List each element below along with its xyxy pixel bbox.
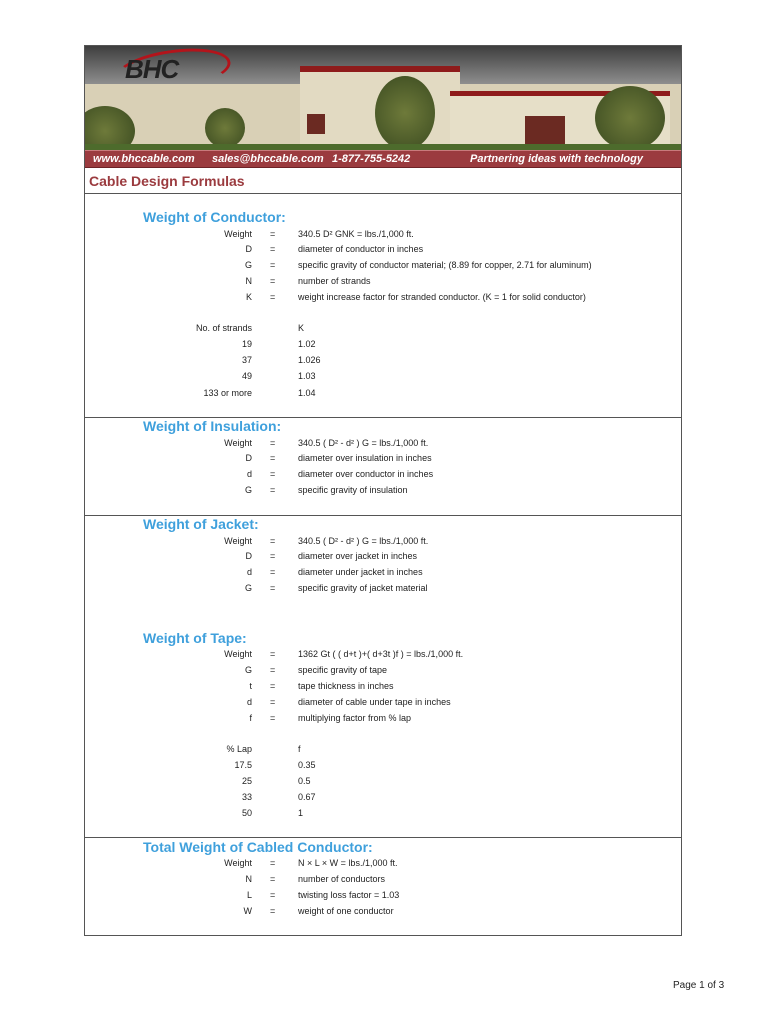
table-cell: 17.5: [234, 760, 252, 770]
variable-label: Weight: [224, 858, 252, 868]
contact-bar: [85, 150, 681, 168]
variable-label: G: [244, 583, 252, 593]
variable-definition: specific gravity of insulation: [298, 485, 408, 495]
table-cell: 0.67: [298, 792, 316, 802]
phone-number: 1-877-755-5242: [332, 153, 411, 165]
variable-label: Weight: [224, 438, 252, 448]
table-cell: 19: [241, 339, 252, 349]
variable-label: d: [246, 697, 252, 707]
page-title: Cable Design Formulas: [89, 173, 245, 189]
variable-label: D: [245, 551, 252, 561]
section-heading: Weight of Jacket:: [143, 516, 259, 532]
tagline: Partnering ideas with technology: [470, 153, 643, 165]
table-cell: 37: [241, 355, 252, 365]
variable-definition: diameter over insulation in inches: [298, 453, 432, 463]
variable-definition: weight increase factor for stranded conductor. (K = 1 for solid conductor): [298, 292, 586, 302]
variable-definition: specific gravity of conductor material; (8.89 for copper, 2.71 for aluminum): [298, 260, 592, 270]
variable-definition: 340.5 D² GNK = lbs./1,000 ft.: [298, 229, 414, 239]
variable-definition: weight of one conductor: [298, 906, 394, 916]
variable-label: d: [246, 469, 252, 479]
equals-sign: =: [270, 713, 276, 723]
variable-definition: diameter of cable under tape in inches: [298, 697, 451, 707]
variable-definition: diameter of conductor in inches: [298, 244, 424, 254]
equals-sign: =: [270, 292, 276, 302]
variable-label: t: [249, 681, 252, 691]
equals-sign: =: [270, 260, 276, 270]
bhc-logo: BHC: [125, 54, 179, 84]
table-header: % Lap: [226, 744, 252, 754]
table-cell: 1.03: [298, 371, 316, 381]
header-banner-image: [85, 46, 681, 150]
variable-label: G: [244, 485, 252, 495]
variable-label: G: [244, 260, 252, 270]
equals-sign: =: [270, 469, 276, 479]
table-cell: 33: [241, 792, 252, 802]
variable-label: f: [249, 713, 252, 723]
variable-definition: diameter over jacket in inches: [298, 551, 418, 561]
equals-sign: =: [270, 244, 276, 254]
variable-label: d: [246, 567, 252, 577]
variable-definition: N × L × W = lbs./1,000 ft.: [298, 858, 398, 868]
website-link[interactable]: www.bhccable.com: [93, 153, 195, 165]
table-cell: 25: [241, 776, 252, 786]
variable-label: D: [245, 453, 252, 463]
variable-definition: 340.5 ( D² - d² ) G = lbs./1,000 ft.: [298, 438, 429, 448]
table-cell: 0.5: [298, 776, 311, 786]
email-link[interactable]: sales@bhccable.com: [212, 153, 324, 165]
equals-sign: =: [270, 681, 276, 691]
table-cell: 1: [298, 808, 304, 818]
table-cell: 49: [241, 371, 252, 381]
variable-definition: number of strands: [298, 276, 371, 286]
variable-definition: number of conductors: [298, 874, 386, 884]
divider: [85, 193, 681, 194]
table-cell: 1.026: [298, 355, 321, 365]
divider: [85, 837, 681, 838]
variable-label: L: [246, 890, 252, 900]
variable-label: Weight: [224, 229, 252, 239]
equals-sign: =: [270, 906, 276, 916]
equals-sign: =: [270, 485, 276, 495]
variable-definition: specific gravity of tape: [298, 665, 388, 675]
equals-sign: =: [270, 858, 276, 868]
table-cell: 50: [241, 808, 252, 818]
variable-label: K: [245, 292, 252, 302]
equals-sign: =: [270, 665, 276, 675]
equals-sign: =: [270, 583, 276, 593]
table-header: K: [298, 323, 305, 333]
variable-label: G: [244, 665, 252, 675]
equals-sign: =: [270, 536, 276, 546]
equals-sign: =: [270, 649, 276, 659]
variable-definition: twisting loss factor = 1.03: [298, 890, 400, 900]
equals-sign: =: [270, 551, 276, 561]
variable-definition: tape thickness in inches: [298, 681, 394, 691]
variable-label: N: [245, 874, 252, 884]
variable-definition: multiplying factor from % lap: [298, 713, 412, 723]
variable-definition: specific gravity of jacket material: [298, 583, 428, 593]
variable-definition: diameter under jacket in inches: [298, 567, 423, 577]
section-heading: Weight of Tape:: [143, 630, 247, 646]
table-header: f: [298, 744, 301, 754]
variable-definition: diameter over conductor in inches: [298, 469, 434, 479]
table-header: No. of strands: [195, 323, 252, 333]
table-cell: 133 or more: [203, 388, 252, 398]
equals-sign: =: [270, 276, 276, 286]
equals-sign: =: [270, 229, 276, 239]
table-cell: 1.02: [298, 339, 316, 349]
variable-label: W: [243, 906, 252, 916]
section-heading: Total Weight of Cabled Conductor:: [143, 839, 373, 855]
equals-sign: =: [270, 890, 276, 900]
section-heading: Weight of Insulation:: [143, 418, 282, 434]
equals-sign: =: [270, 438, 276, 448]
table-cell: 0.35: [298, 760, 316, 770]
section-heading: Weight of Conductor:: [143, 209, 286, 225]
variable-definition: 1362 Gt ( ( d+t )+( d+3t )f ) = lbs./1,000 ft.: [298, 649, 464, 659]
variable-definition: 340.5 ( D² - d² ) G = lbs./1,000 ft.: [298, 536, 429, 546]
equals-sign: =: [270, 567, 276, 577]
variable-label: D: [245, 244, 252, 254]
page-number: Page 1 of 3: [673, 980, 725, 991]
equals-sign: =: [270, 697, 276, 707]
variable-label: N: [245, 276, 252, 286]
equals-sign: =: [270, 874, 276, 884]
table-cell: 1.04: [298, 388, 316, 398]
variable-label: Weight: [224, 536, 252, 546]
variable-label: Weight: [224, 649, 252, 659]
equals-sign: =: [270, 453, 276, 463]
